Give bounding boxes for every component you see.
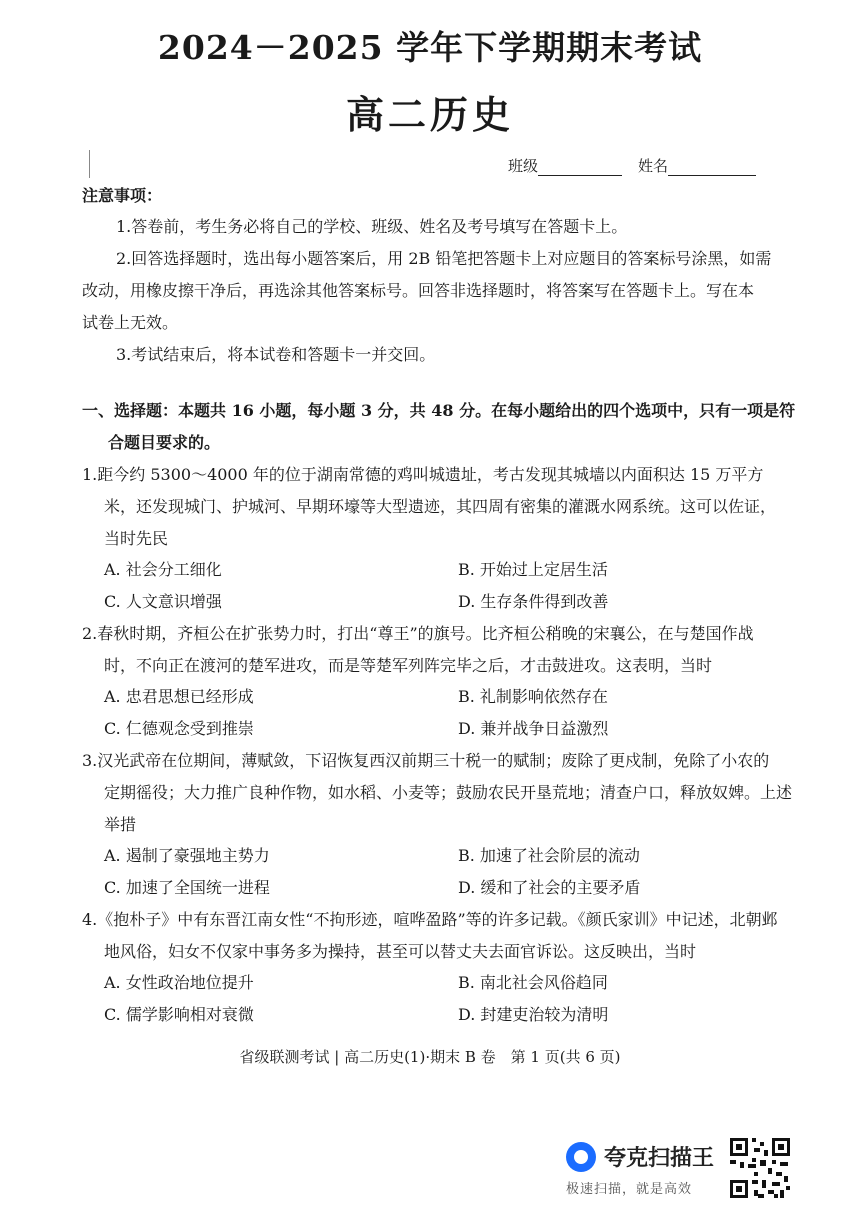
question-2-option-d[interactable]: D. 兼并战争日益激烈	[458, 719, 609, 738]
question-2-line-2: 时，不向正在渡河的楚军进攻，而是等楚军列阵完毕之后，才击鼓进攻。这表明，当时	[104, 656, 713, 675]
question-4-line-2: 地风俗，妇女不仅家中事务多为操持，甚至可以替丈夫去面官诉讼。这反映出，当时	[104, 942, 697, 961]
qr-code-icon	[728, 1136, 792, 1200]
subject-title: 高二历史	[345, 92, 514, 137]
scanner-watermark	[566, 1138, 726, 1198]
notes-heading: 注意事项：	[82, 186, 163, 205]
name-label: 姓名	[638, 157, 669, 175]
question-3-option-d[interactable]: D. 缓和了社会的主要矛盾	[458, 878, 641, 897]
class-label: 班级	[508, 157, 539, 175]
question-1-option-a[interactable]: A. 社会分工细化	[104, 560, 222, 579]
scanner-logo-icon	[566, 1142, 596, 1172]
question-3-option-b[interactable]: B. 加速了社会阶层的流动	[458, 846, 640, 865]
question-2-option-b[interactable]: B. 礼制影响依然存在	[458, 687, 608, 706]
question-3-line-2: 定期徭役；大力推广良种作物，如水稻、小麦等；鼓励农民开垦荒地；清查户口，释放奴婢。上述	[104, 783, 793, 802]
question-4-option-b[interactable]: B. 南北社会风俗趋同	[458, 973, 608, 992]
question-1-line-1: 1.距今约 5300～4000 年的位于湖南常德的鸡叫城遗址，考古发现其城墙以内面积达 15 万平方	[82, 465, 764, 484]
question-1-option-b[interactable]: B. 开始过上定居生活	[458, 560, 608, 579]
note-3: 3.考试结束后，将本试卷和答题卡一并交回。	[116, 345, 436, 364]
page-footer: 省级联测考试 | 高二历史(1)·期末 B 卷 第 1 页(共 6 页)	[239, 1048, 621, 1066]
scanner-name: 夸克扫描王	[604, 1146, 715, 1171]
question-3-line-1: 3.汉光武帝在位期间，薄赋敛，下诏恢复西汉前期三十税一的赋制；废除了更戍制，免除了小农的	[82, 751, 770, 770]
question-1-option-c[interactable]: C. 人文意识增强	[104, 592, 222, 611]
question-2-line-1: 2.春秋时期，齐桓公在扩张势力时，打出“尊王”的旗号。比齐桓公稍晚的宋襄公，在与楚国作战	[82, 624, 754, 643]
margin-rule	[89, 150, 90, 178]
question-2-option-a[interactable]: A. 忠君思想已经形成	[104, 687, 254, 706]
question-2-option-c[interactable]: C. 仁德观念受到推崇	[104, 719, 254, 738]
note-1: 1.答卷前，考生务必将自己的学校、班级、姓名及考号填写在答题卡上。	[116, 217, 628, 236]
scanner-slogan: 极速扫描，就是高效	[566, 1182, 693, 1197]
question-4-option-c[interactable]: C. 儒学影响相对衰微	[104, 1005, 254, 1024]
question-3-option-c[interactable]: C. 加速了全国统一进程	[104, 878, 270, 897]
section-heading-line-1: 一、选择题：本题共 16 小题，每小题 3 分，共 48 分。在每小题给出的四个选项中，只有一项是符	[82, 401, 796, 420]
name-blank	[668, 159, 756, 176]
exam-title: 2024－2025 学年下学期期末考试	[157, 28, 703, 67]
question-1-option-d[interactable]: D. 生存条件得到改善	[458, 592, 609, 611]
name-field	[638, 155, 756, 176]
note-2-line-3: 试卷上无效。	[82, 313, 179, 332]
note-2-line-1: 2.回答选择题时，选出每小题答案后，用 2B 铅笔把答题卡上对应题目的答案标号涂黑，如需	[116, 249, 772, 268]
class-blank	[538, 159, 622, 176]
question-4-line-1: 4.《抱朴子》中有东晋江南女性“不拘形迹，喧哗盈路”等的许多记载。《颜氏家训》中记述，北朝邺	[82, 910, 778, 929]
question-4-option-a[interactable]: A. 女性政治地位提升	[104, 973, 254, 992]
note-2-line-2: 改动，用橡皮擦干净后，再选涂其他答案标号。回答非选择题时，将答案写在答题卡上。写在本	[82, 281, 755, 300]
question-4-option-d[interactable]: D. 封建吏治较为清明	[458, 1005, 609, 1024]
question-3-option-a[interactable]: A. 遏制了豪强地主势力	[104, 846, 270, 865]
question-3-line-3: 举措	[104, 815, 137, 834]
section-heading-line-2: 合题目要求的。	[108, 433, 221, 452]
class-field	[508, 155, 622, 176]
question-1-line-3: 当时先民	[104, 529, 169, 548]
question-1-line-2: 米，还发现城门、护城河、早期环壕等大型遗迹，其四周有密集的灌溉水网系统。这可以佐证，	[104, 497, 777, 516]
